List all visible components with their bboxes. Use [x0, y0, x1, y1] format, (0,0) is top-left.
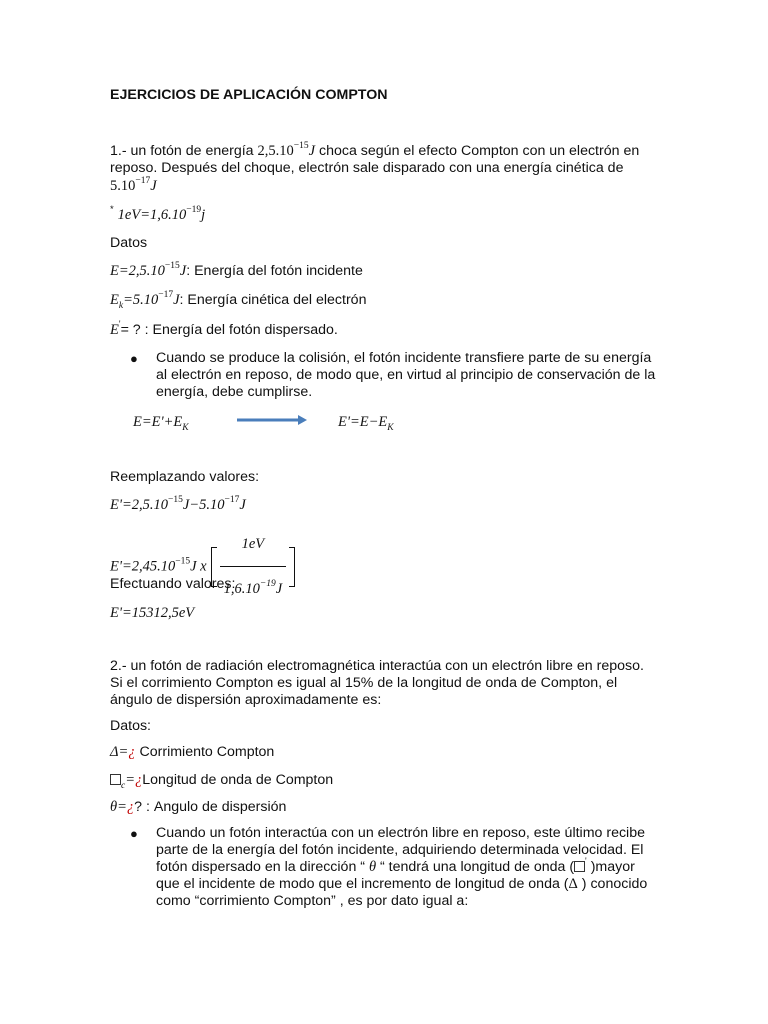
arrow-icon: [236, 413, 308, 427]
ex1-conversion-equation: $E'=2,45.10^{-15}J$ x $\frac{1eV}{1,6.10^{-19}J}$: [110, 524, 295, 609]
ex2-data-compton-wavelength: $_c$=¿Longitud de onda de Compton: [110, 771, 333, 789]
page-title: EJERCICIOS DE APLICACIÓN COMPTON: [110, 87, 388, 103]
ex1-statement-line3: $5.10^{-17}J$: [110, 176, 157, 194]
ex2-statement-line1: 2.- un fotón de radiación electromagnética interactúa con un electrón libre en reposo.: [110, 658, 644, 674]
ex2-statement-line2: Si el corrimiento Compton es igual al 15% de la longitud de onda de Compton, el: [110, 675, 618, 691]
ex1-bullet-text: Cuando se produce la colisión, el fotón incidente transfiere parte de su energía al electrón en reposo, de modo que, en virtud al principio de conservación de la energía, debe cumplirse.: [156, 350, 656, 400]
ex1-data-kinetic-energy: $E_k=5.10^{-17}J$: Energía cinética del electrón: [110, 290, 367, 311]
fraction: $\frac{1eV}{1,6.10^{-19}J}$: [220, 524, 287, 609]
ex2-datos-label: Datos:: [110, 718, 152, 734]
ex1-data-energy-incident: $E=2,5.10^{-15}J$: Energía del fotón incidente: [110, 261, 363, 279]
ex1-data-scattered-energy: E'= ? : Energía del fotón dispersado.: [110, 320, 338, 338]
ex1-datos-label: Datos: [110, 235, 148, 251]
missing-glyph-box: [110, 774, 121, 785]
ex1-equation-scattered: $E'=E-E_K$: [338, 414, 394, 433]
ex2-data-angle: θ=¿? : Angulo de dispersión: [110, 799, 287, 815]
ex1-reemplazando-label: Reemplazando valores:: [110, 469, 260, 485]
ex1-efectuando-label: Efectuando valores:: [110, 576, 236, 592]
ex1-statement-line2: reposo. Después del choque, electrón sale disparado con una energía cinética de: [110, 160, 624, 176]
ex1-statement-line1: 1.- un fotón de energía $2,5.10^{-15}J$ choca según el efecto Compton con un electrón en: [110, 141, 640, 159]
ex1-replace-equation: $E'=2,5.10^{-15}J-5.10^{-17}J$: [110, 495, 246, 513]
ex2-data-compton-shift: Δ=¿ Corrimiento Compton: [110, 744, 275, 760]
bullet-dot: ●: [130, 826, 138, 841]
ex1-equation-conservation: $E=E'+E_K$: [133, 414, 189, 433]
ex1-result: E'=15312,5eV: [110, 605, 195, 621]
ex2-bullet-text: Cuando un fotón interactúa con un electrón libre en reposo, este último recibe parte de la energía del fotón incidente, adquiriendo determinada velocidad. El fotón dispersado en la dirección “ θ “ tendrá una longitud de onda ( ' )mayor que el incidente de modo que el incremento de longitud de onda (Δ ) conocido como “corrimiento Compton” , es por dato igual a:: [156, 825, 648, 909]
ex2-statement-line3: ángulo de dispersión aproximadamente es:: [110, 692, 382, 708]
missing-glyph-box: [574, 861, 585, 872]
ex1-ev-note: * $1eV=1,6.10^{-19}j$: [110, 204, 206, 223]
bullet-dot: ●: [130, 351, 138, 366]
